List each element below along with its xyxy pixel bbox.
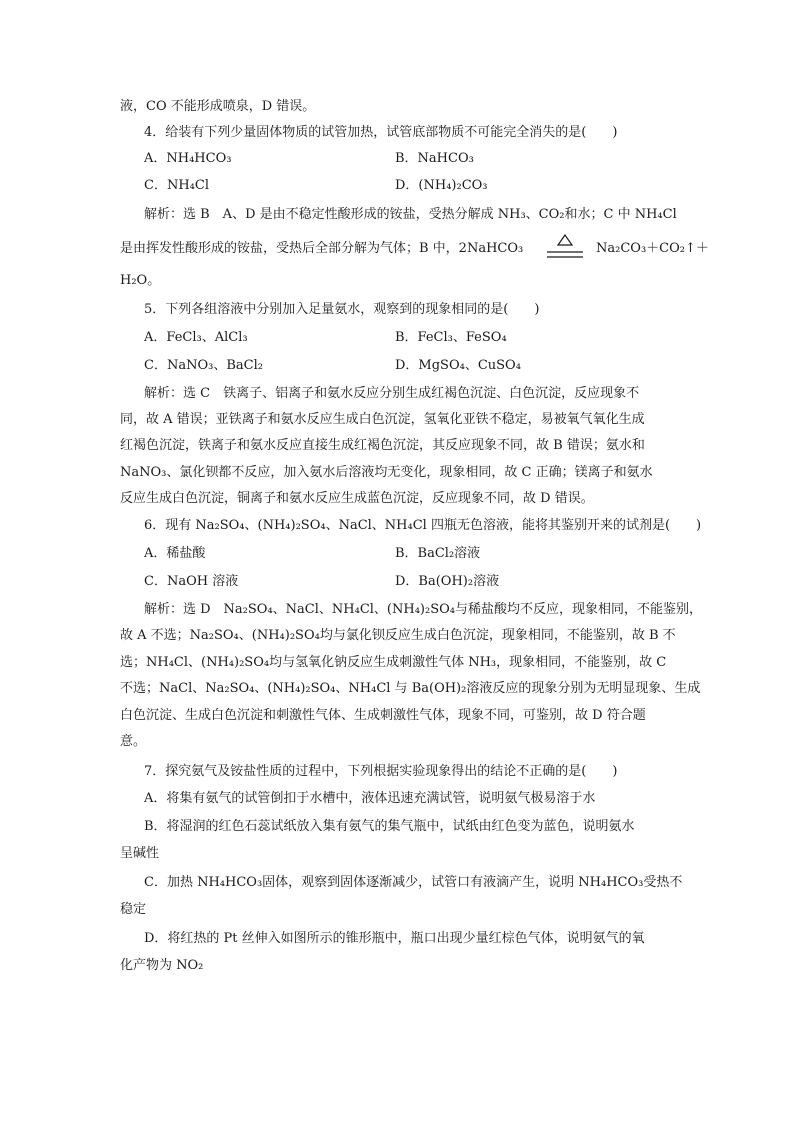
- option-c-continued: 稳定: [120, 902, 147, 917]
- option-a: A．NH₄HCO₃: [144, 151, 232, 166]
- option-b: B．BaCl₂溶液: [395, 546, 481, 561]
- option-d: D．将红热的 Pt 丝伸入如图所示的锥形瓶中，瓶口出现少量红棕色气体，说明氨气的氧: [144, 931, 645, 946]
- option-d: D．MgSO₄、CuSO₄: [395, 358, 521, 373]
- explanation-line: 意。: [120, 734, 147, 749]
- equation-products: Na₂CO₃＋CO₂↑＋: [596, 241, 709, 256]
- heating-triangle-equals-icon: [546, 233, 584, 263]
- question-7-stem: 7．探究氨气及铵盐性质的过程中，下列根据实验现象得出的结论不正确的是( ): [144, 764, 618, 779]
- option-b: B．将湿润的红色石蕊试纸放入集有氨气的集气瓶中，试纸由红色变为蓝色，说明氨水: [144, 819, 635, 834]
- text-line: 液，CO 不能形成喷泉，D 错误。: [120, 99, 316, 114]
- option-c: C．加热 NH₄HCO₃固体，观察到固体逐渐减少，试管口有液滴产生，说明 NH₄HCO₃受热不: [144, 875, 683, 890]
- option-a: A．稀盐酸: [144, 546, 206, 561]
- option-b: B．NaHCO₃: [395, 151, 474, 166]
- option-b: B．FeCl₃、FeSO₄: [395, 330, 507, 345]
- explanation-line: 不选；NaCl、Na₂SO₄、(NH₄)₂SO₄、NH₄Cl 与 Ba(OH)₂溶液反应的现象分别为无明显现象、生成: [120, 681, 701, 696]
- explanation-line: 选；NH₄Cl、(NH₄)₂SO₄均与氢氧化钠反应生成刺激性气体 NH₃，现象相同，不能鉴别，故 C: [120, 655, 667, 670]
- explanation-line: 同，故 A 错误；亚铁离子和氨水反应生成白色沉淀，氢氧化亚铁不稳定，易被氧气氧化生成: [120, 412, 645, 427]
- explanation-line: 反应生成白色沉淀，铜离子和氨水反应生成蓝色沉淀，反应现象不同，故 D 错误。: [120, 491, 594, 506]
- explanation-line: 解析：选 C 铁离子、铝离子和氨水反应分别生成红褐色沉淀、白色沉淀，反应现象不: [144, 386, 640, 401]
- explanation-line: NaNO₃、氯化钡都不反应，加入氨水后溶液均无变化，现象相同，故 C 正确；镁离子和氨水: [120, 465, 653, 480]
- option-d-continued: 化产物为 NO₂: [120, 958, 204, 973]
- option-d: D．Ba(OH)₂溶液: [395, 574, 500, 589]
- option-c: C．NaOH 溶液: [144, 574, 239, 589]
- question-4-stem: 4．给装有下列少量固体物质的试管加热，试管底部物质不可能完全消失的是( ): [144, 125, 618, 140]
- explanation-line: 解析：选 B A、D 是由不稳定性酸形成的铵盐，受热分解成 NH₃、CO₂和水；C 中 NH₄Cl: [144, 207, 677, 222]
- option-b-continued: 呈碱性: [120, 846, 160, 861]
- option-a: A．FeCl₃、AlCl₃: [144, 330, 248, 345]
- explanation-line: H₂O。: [120, 273, 161, 288]
- explanation-line: 解析：选 D Na₂SO₄、NaCl、NH₄Cl、(NH₄)₂SO₄与稀盐酸均不反应，现象相同，不能鉴别，: [144, 602, 702, 617]
- explanation-line: 白色沉淀、生成白色沉淀和刺激性气体、生成刺激性气体，现象不同，可鉴别，故 D 符合题: [120, 708, 646, 723]
- question-5-stem: 5．下列各组溶液中分别加入足量氨水，观察到的现象相同的是( ): [144, 302, 540, 317]
- explanation-line: 是由挥发性酸形成的铵盐，受热后全部分解为气体；B 中，2NaHCO₃: [120, 241, 524, 256]
- option-d: D．(NH₄)₂CO₃: [395, 178, 488, 193]
- explanation-line: 故 A 不选；Na₂SO₄、(NH₄)₂SO₄均与氯化钡反应生成白色沉淀，现象相同，不能鉴别，故 B 不: [120, 628, 676, 643]
- question-6-stem: 6．现有 Na₂SO₄、(NH₄)₂SO₄、NaCl、NH₄Cl 四瓶无色溶液，能将其鉴别开来的试剂是( ): [144, 518, 702, 533]
- option-a: A．将集有氨气的试管倒扣于水槽中，液体迅速充满试管，说明氨气极易溶于水: [144, 791, 596, 806]
- option-c: C．NaNO₃、BaCl₂: [144, 358, 263, 373]
- explanation-line: 红褐色沉淀，铁离子和氨水反应直接生成红褐色沉淀，其反应现象不同，故 B 错误；氨水和: [120, 438, 645, 453]
- option-c: C．NH₄Cl: [144, 178, 209, 193]
